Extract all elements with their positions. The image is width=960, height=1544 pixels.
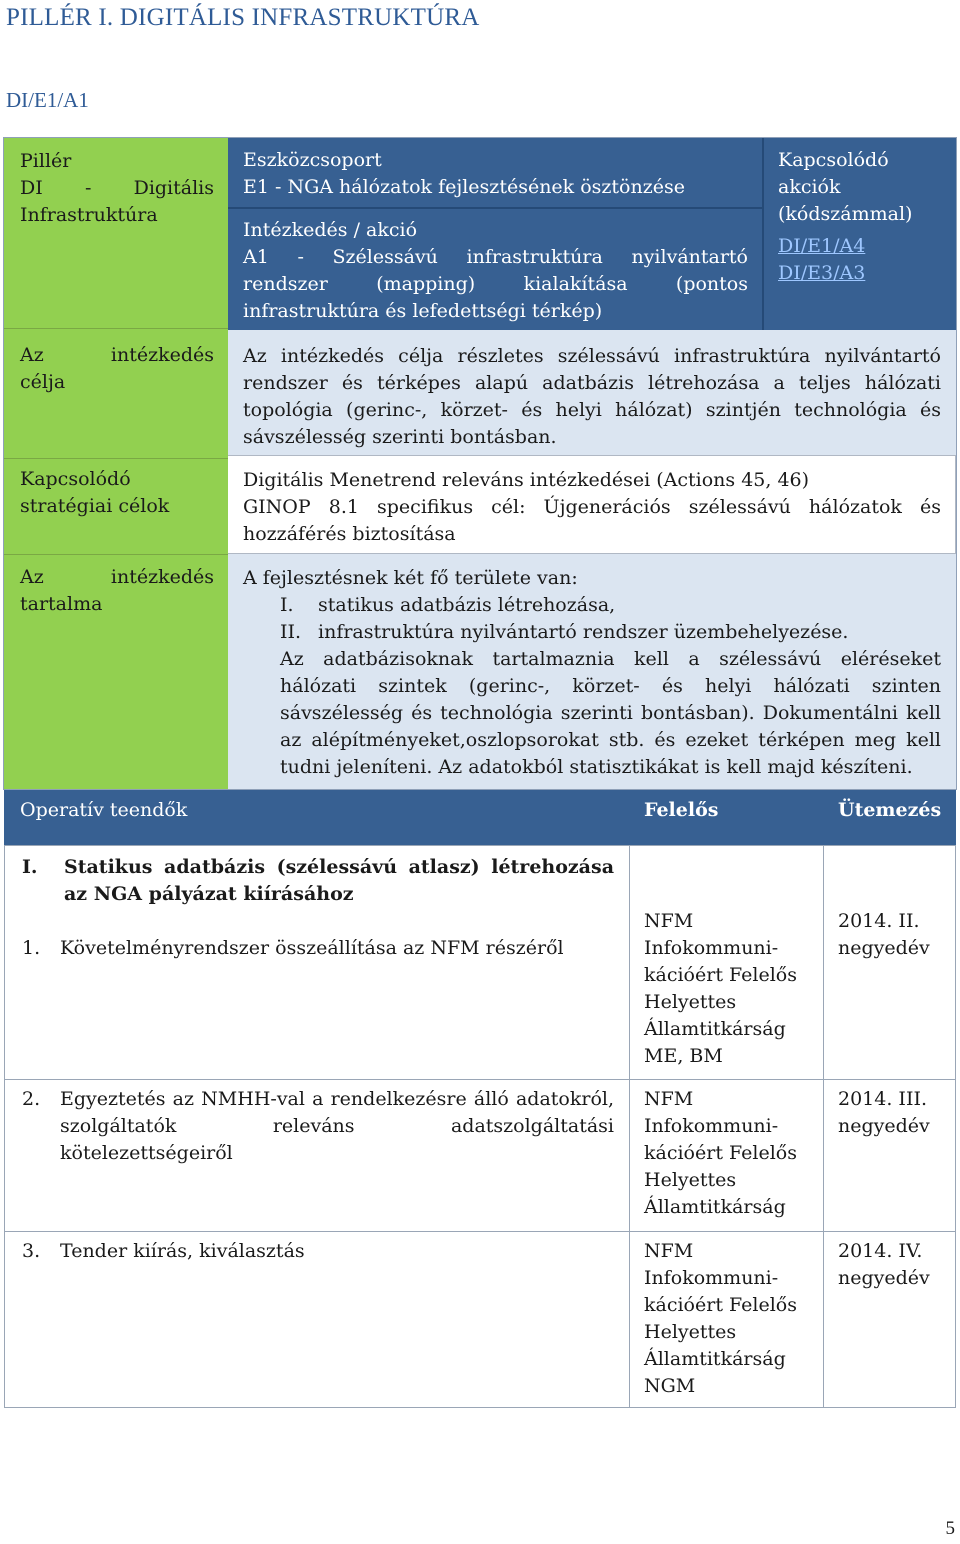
ops-row-2-schedule-text: 2014. III. negyedév xyxy=(838,1088,930,1137)
ops-row-1-schedule-text: 2014. II. negyedév xyxy=(838,910,930,959)
goal-line: sávszélesség szerinti bontásban. xyxy=(243,426,557,448)
related-label: Kapcsolódó xyxy=(778,149,889,171)
goal-line: rendszer és térképes alapú adatbázis létrehozása a teljes hálózati xyxy=(243,372,941,394)
strategy-label: Kapcsolódó xyxy=(20,468,131,490)
ops-row-3-schedule-text: 2014. IV. negyedév xyxy=(838,1240,930,1289)
content-paragraph-line: tudni jeleníteni. Az adatokból statisztikákat is kell majd készíteni. xyxy=(280,756,913,778)
page-title: PILLÉR I. DIGITÁLIS INFRASTRUKTÚRA xyxy=(6,4,480,31)
goal-label: Az intézkedés xyxy=(20,344,214,366)
ops-row-3-text: 3. Tender kiírás, kiválasztás xyxy=(22,1240,305,1262)
page-number: 5 xyxy=(945,1518,955,1539)
content-paragraph-line: az alépítményeket,oszlopsorokat stb. és ezeket térképen meg kell xyxy=(280,729,941,751)
pillar-name-line: DI - Digitális xyxy=(20,177,214,199)
goal-line: topológia (gerinc-, körzet- és helyi hálózat) szintjén technológia és xyxy=(243,399,941,421)
related-link-di-e3-a3[interactable]: DI/E3/A3 xyxy=(778,262,866,284)
ops-header-responsible: Felelős xyxy=(644,799,719,821)
ops-row-1-schedule xyxy=(823,845,956,1080)
content-paragraph-line: Az adatbázisoknak tartalmaznia kell a szélessávú eléréseket xyxy=(280,648,941,670)
content-item: II. infrastruktúra nyilvántartó rendszer üzembehelyezése. xyxy=(280,621,849,643)
strategy-label: stratégiai célok xyxy=(20,495,170,517)
strategy-line: hozzáférés biztosítása xyxy=(243,523,456,545)
action-line: infrastruktúra és lefedettségi térkép) xyxy=(243,300,603,322)
ops-row-3-responsible-text: NFM Infokommuni- kációért Felelős Helyettes Államtitkárság NGM xyxy=(644,1240,797,1397)
content-paragraph-line: sávszélesség és technológia szerinti bontásban). Dokumentálni kell xyxy=(280,702,941,724)
related-label: akciók xyxy=(778,176,841,198)
content-label: Az intézkedés xyxy=(20,566,214,588)
ops-header xyxy=(4,789,956,845)
action-line: rendszer (mapping) kialakítása (pontos xyxy=(243,273,748,295)
table-border xyxy=(3,137,957,790)
content-paragraph-line: hálózati szintek (gerinc-, körzet- és helyi hálózati szinten xyxy=(280,675,941,697)
strategy-line: Digitális Menetrend releváns intézkedései (Actions 45, 46) xyxy=(243,469,810,491)
content-item: I. statikus adatbázis létrehozása, xyxy=(280,594,616,616)
related-link-di-e1-a4[interactable]: DI/E1/A4 xyxy=(778,235,866,257)
ops-heading: I. Statikus adatbázis (szélessávú atlasz) létrehozása az NGA pályázat kiírásához xyxy=(22,856,614,905)
ops-header-tasks: Operatív teendők xyxy=(20,799,188,821)
pillar-label: Pillér xyxy=(20,150,72,172)
ops-header-schedule: Ütemezés xyxy=(838,799,942,821)
ops-row-1-responsible-text: NFM Infokommuni- kációért Felelős Helyettes Államtitkárság ME, BM xyxy=(644,910,797,1067)
ops-row-1-text: 1. Követelményrendszer összeállítása az NFM részéről xyxy=(22,937,564,959)
page-code: DI/E1/A1 xyxy=(6,88,89,112)
related-label: (kódszámmal) xyxy=(778,203,913,225)
content-intro: A fejlesztésnek két fő területe van: xyxy=(243,567,578,589)
goal-line: Az intézkedés célja részletes szélessávú infrastruktúra nyilvántartó xyxy=(243,345,941,367)
content-label: tartalma xyxy=(20,593,103,615)
action-label: Intézkedés / akció xyxy=(243,219,418,241)
strategy-line: GINOP 8.1 specifikus cél: Újgenerációs szélessávú hálózatok és xyxy=(243,496,941,518)
action-line: A1 - Szélessávú infrastruktúra nyilvántartó xyxy=(243,246,748,268)
toolgroup-label: Eszközcsoport xyxy=(243,149,382,171)
pillar-name-line: Infrastruktúra xyxy=(20,204,158,226)
goal-label: célja xyxy=(20,371,66,393)
ops-row-2-responsible-text: NFM Infokommuni- kációért Felelős Helyettes Államtitkárság xyxy=(644,1088,797,1218)
toolgroup-value: E1 - NGA hálózatok fejlesztésének ösztönzése xyxy=(243,176,685,198)
ops-row-2-text: 2. Egyeztetés az NMHH-val a rendelkezésre álló adatokról, szolgáltatók releváns adatszolgáltatási kötelezettségeiről xyxy=(22,1088,614,1164)
